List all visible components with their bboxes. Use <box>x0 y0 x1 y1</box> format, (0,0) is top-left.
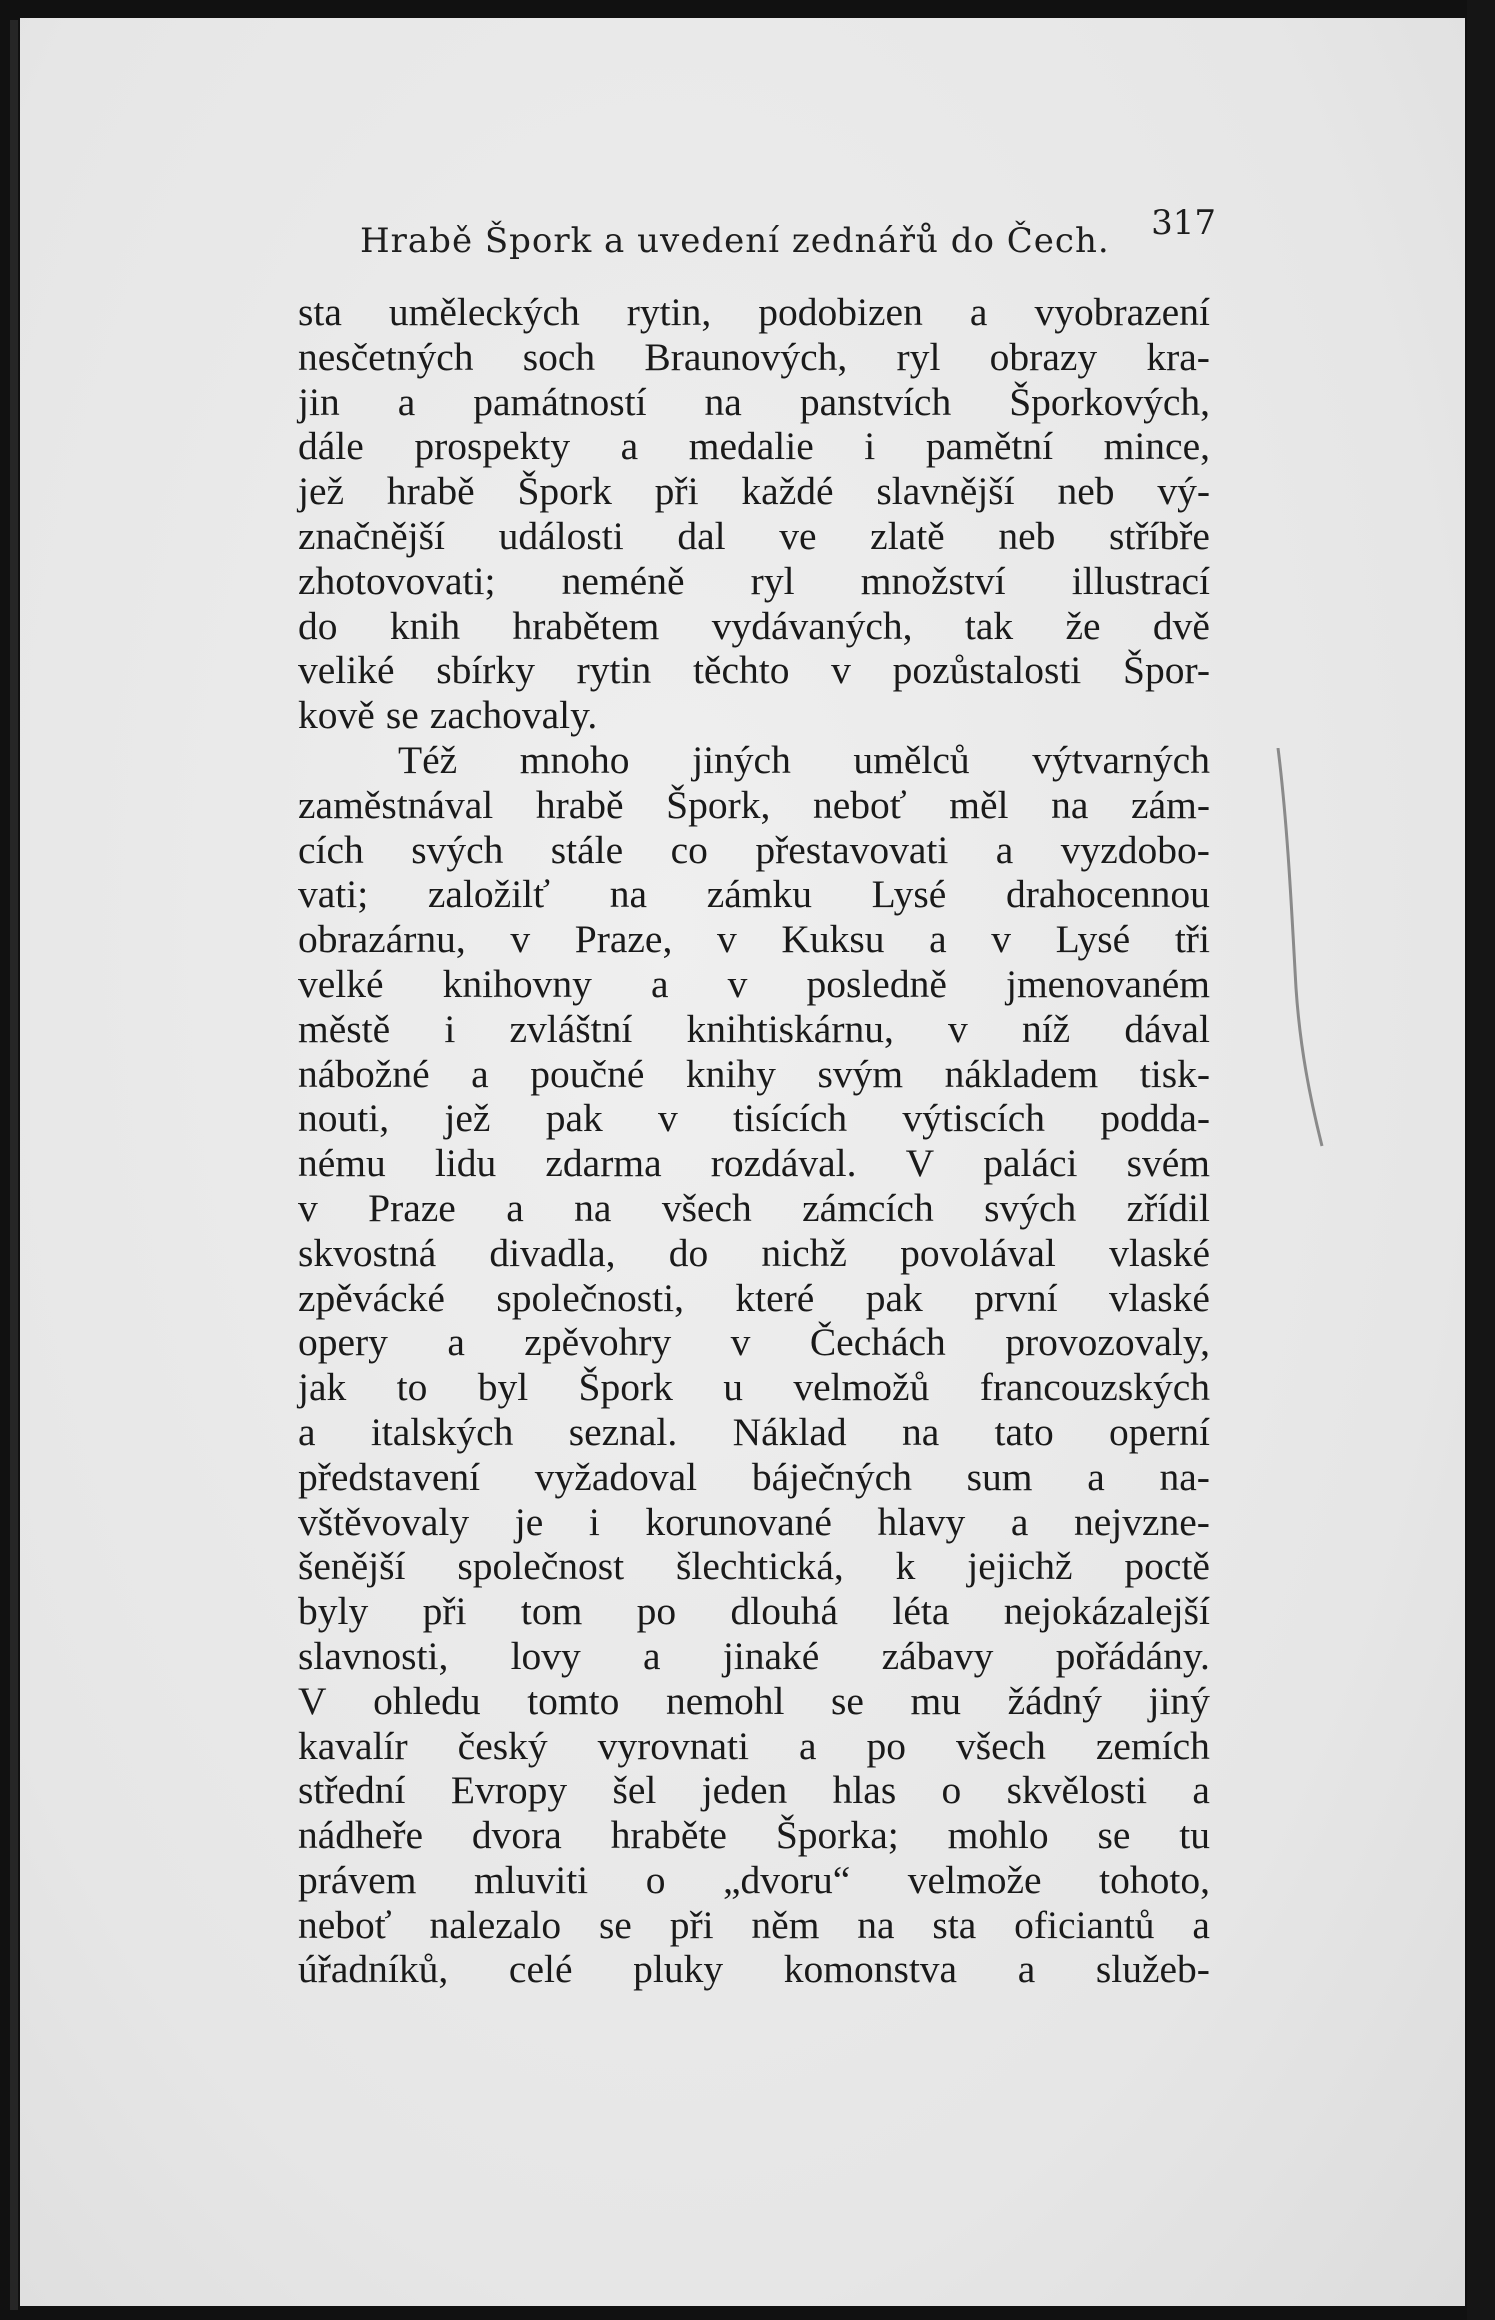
page-number: 317 <box>1151 203 1216 243</box>
page-header <box>360 203 1240 273</box>
text-line: nádheře dvora hraběte Šporka; mohlo se tu <box>298 1813 1210 1858</box>
text-line: právem mluviti o „dvoru“ velmože tohoto, <box>298 1857 1210 1902</box>
text-line: vštěvovaly je i korunované hlavy a nejvzne- <box>298 1499 1210 1544</box>
text-line: v Praze a na všech zámcích svých zřídil <box>298 1185 1210 1230</box>
text-line: kavalír český vyrovnati a po všech zemích <box>298 1723 1210 1768</box>
text-line: kově se zachovaly. <box>298 693 598 738</box>
text-line: obrazárnu, v Praze, v Kuksu a v Lysé tři <box>298 917 1210 962</box>
text-line: nouti, jež pak v tisících výtiscích podda- <box>298 1096 1210 1141</box>
text-line: a italských seznal. Náklad na tato operní <box>298 1409 1210 1454</box>
scan-border <box>1467 0 1495 2320</box>
text-line: nesčetných soch Braunových, ryl obrazy kra- <box>298 334 1210 379</box>
text-line: skvostná divadla, do nichž povolával vlaské <box>298 1230 1210 1275</box>
text-line: jež hrabě Špork při každé slavnější neb vý- <box>298 469 1210 514</box>
text-line: vati; založilť na zámku Lysé drahocennou <box>298 872 1210 917</box>
text-line: veliké sbírky rytin těchto v pozůstalosti Špor- <box>298 648 1210 693</box>
text-line: V ohledu tomto nemohl se mu žádný jiný <box>298 1678 1210 1723</box>
text-line: Též mnoho jiných umělců výtvarných <box>398 737 1210 782</box>
text-line: slavnosti, lovy a jinaké zábavy pořádány. <box>298 1633 1210 1678</box>
body-text <box>298 290 1210 1992</box>
text-line: městě i zvláštní knihtiskárnu, v níž dával <box>298 1006 1210 1051</box>
running-title: Hrabě Špork a uvedení zednářů do Čech. <box>360 221 1110 261</box>
text-line: představení vyžadoval báječných sum a na- <box>298 1454 1210 1499</box>
text-line: úřadníků, celé pluky komonstva a služeb- <box>298 1947 1210 1992</box>
text-line: jak to byl Špork u velmožů francouzských <box>298 1365 1210 1410</box>
text-line: zhotovovati; neméně ryl množství illustrací <box>298 558 1210 603</box>
pencil-margin-mark <box>1270 748 1330 1148</box>
text-line: byly při tom po dlouhá léta nejokázalejší <box>298 1589 1210 1634</box>
text-line: značnější události dal ve zlatě neb stříbře <box>298 513 1210 558</box>
text-line: zaměstnával hrabě Špork, neboť měl na zám- <box>298 782 1210 827</box>
text-line: jin a památností na panstvích Šporkových, <box>298 379 1210 424</box>
text-line: zpěvácké společnosti, které pak první vlaské <box>298 1275 1210 1320</box>
text-line: nábožné a poučné knihy svým nákladem tisk- <box>298 1051 1210 1096</box>
text-line: velké knihovny a v posledně jmenovaném <box>298 961 1210 1006</box>
text-line: sta uměleckých rytin, podobizen a vyobrazení <box>298 290 1210 334</box>
text-line: do knih hrabětem vydávaných, tak že dvě <box>298 603 1210 648</box>
text-line: opery a zpěvohry v Čechách provozovaly, <box>298 1320 1210 1365</box>
text-line: neboť nalezalo se při něm na sta oficiantů a <box>298 1902 1210 1947</box>
text-line: nému lidu zdarma rozdával. V paláci svém <box>298 1141 1210 1186</box>
text-line: střední Evropy šel jeden hlas o skvělosti a <box>298 1768 1210 1813</box>
text-line: šenější společnost šlechtická, k jejichž poctě <box>298 1544 1210 1589</box>
text-line: cích svých stále co přestavovati a vyzdobo- <box>298 827 1210 872</box>
page-edge-shadow <box>10 20 18 2310</box>
text-line: dále prospekty a medalie i pamětní mince, <box>298 424 1210 469</box>
book-page <box>20 18 1465 2306</box>
